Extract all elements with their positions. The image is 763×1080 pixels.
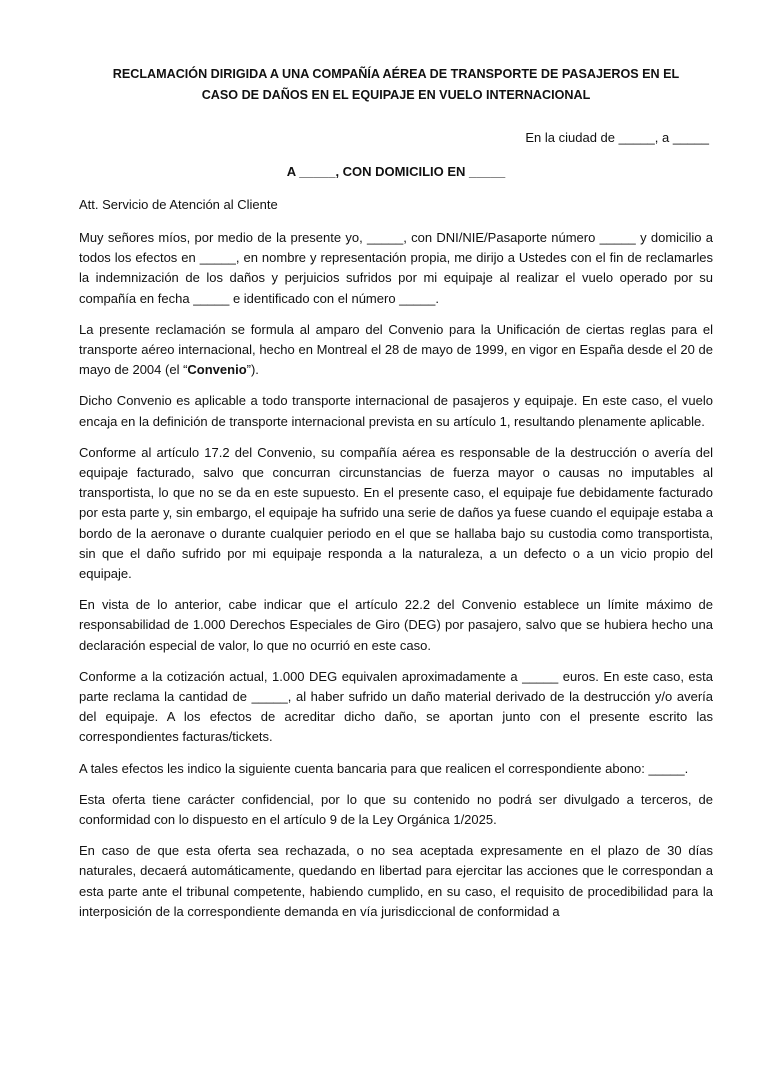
paragraph-claim-amount: Conforme a la cotización actual, 1.000 DEG equivalen aproximadamente a _____ euros. En este caso, esta parte reclama la cantidad de _____, al haber sufrido un daño material derivado de la destrucción y/o avería del equipaje. A los efectos de acreditar dicho daño, se aportan junto con el presente escrito las correspondientes facturas/tickets. [79, 668, 713, 745]
convenio-term: Convenio [187, 362, 247, 378]
city-date-line: En la ciudad de _____, a _____ [525, 130, 709, 145]
title-line-2: CASO DE DAÑOS EN EL EQUIPAJE EN VUELO INTERNACIONAL [201, 88, 591, 102]
document-page [79, 64, 713, 922]
title-line-1: RECLAMACIÓN DIRIGIDA A UNA COMPAÑÍA AÉREA DE TRANSPORTE DE PASAJEROS EN EL [112, 67, 680, 81]
attention-line: Att. Servicio de Atención al Cliente [79, 197, 278, 212]
legal-basis-closing: ”). [246, 362, 259, 378]
paragraph-bank-account: A tales efectos les indico la siguiente cuenta bancaria para que realicen el correspondiente abono: _____. [79, 760, 689, 776]
document-title [79, 64, 713, 106]
addressee-line: A _____, CON DOMICILIO EN _____ [286, 164, 506, 179]
paragraph-confidentiality: Esta oferta tiene carácter confidencial, por lo que su contenido no podrá ser divulgado a terceros, de conformidad con lo dispuesto en el artículo 9 de la Ley Orgánica 1/2025. [79, 791, 713, 828]
paragraph-introduction: Muy señores míos, por medio de la presente yo, _____, con DNI/NIE/Pasaporte número _____ y domicilio a todos los efectos en _____, en nombre y representación propia, me dirijo a Ustedes con el fin de reclamarles la indemnización de los daños y perjuicios sufridos por mi equipaje al realizar el vuelo operado por su compañía en fecha _____ e identificado con el número _____. [79, 230, 713, 306]
paragraph-applicability: Dicho Convenio es aplicable a todo transporte internacional de pasajeros y equipaje. En este caso, el vuelo encaja en la definición de transporte internacional prevista en su artículo 1, resultando plenamente aplicable. [79, 393, 713, 429]
paragraph-legal-basis [79, 320, 713, 381]
legal-basis-text: La presente reclamación se formula al amparo del Convenio para la Unificación de ciertas reglas para el transporte aéreo internacional, hecho en Montreal el 28 de mayo de 1999, en vigor en España desde el 20 de mayo de 2004 (el “ [79, 321, 713, 378]
paragraph-liability-limit: En vista de lo anterior, cabe indicar que el artículo 22.2 del Convenio establece un límite máximo de responsabilidad de 1.000 Derechos Especiales de Giro (DEG) por pasajero, salvo que se hubiera hecho una declaración especial de valor, lo que no ocurrió en este caso. [79, 597, 713, 653]
paragraph-rejection: En caso de que esta oferta sea rechazada, o no sea aceptada expresamente en el plazo de 30 días naturales, decaerá automáticamente, quedando en libertad para ejercitar las acciones que le correspondan a esta parte ante el tribunal competente, habiendo cumplido, en su caso, el requisito de procedibilidad para la interposición de la correspondiente demanda en vía jurisdiccional de conformidad a [79, 843, 713, 919]
paragraph-liability: Conforme al artículo 17.2 del Convenio, su compañía aérea es responsable de la destrucción o avería del equipaje facturado, salvo que concurran circunstancias de fuerza mayor o causas no imputables al transportista, lo que no se da en este supuesto. En el presente caso, el equipaje fue debidamente facturado por esta parte y, sin embargo, el equipaje ha sufrido una serie de daños ya fuese cuando el equipaje estaba a bordo de la aeronave o durante cualquier periodo en el que se hallaba bajo su custodia como transportista, sin que el daño sufrido por mi equipaje responda a la naturaleza, a un defecto o a un vicio propio del equipaje. [79, 444, 713, 582]
